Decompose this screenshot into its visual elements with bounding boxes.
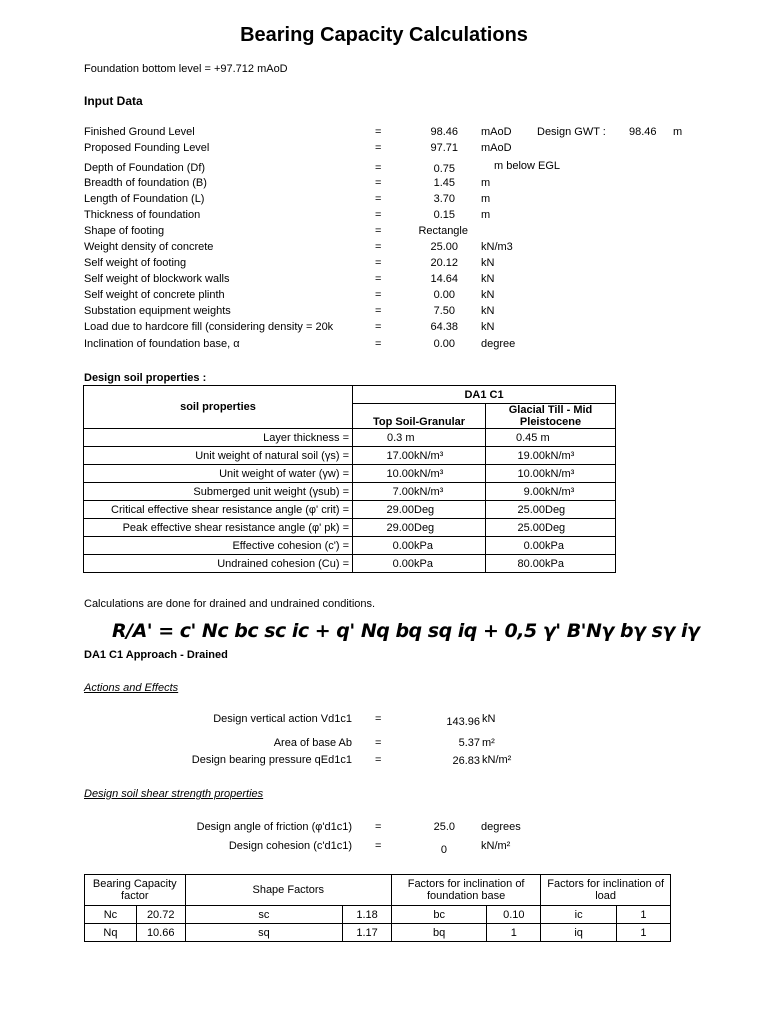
shear-value: 25.0 — [433, 821, 455, 833]
soil-row-label: Submerged unit weight (γsub) = — [84, 483, 353, 501]
soil-unit: kN/m³ — [545, 449, 575, 462]
soil-cell — [353, 483, 486, 501]
soil-cell — [353, 537, 486, 555]
input-eq: = — [375, 193, 382, 205]
soil-row-label: Layer thickness = — [84, 429, 353, 447]
bc-value: 20.72 — [136, 906, 185, 924]
table-row — [84, 537, 616, 555]
soil-value: 0.00 — [523, 539, 545, 552]
input-unit: mAoD — [481, 142, 512, 154]
design-gwt-value: 98.46 — [629, 126, 657, 138]
shear-unit: degrees — [481, 821, 521, 833]
bearing-factors-table — [84, 874, 671, 942]
soil-cell — [353, 447, 486, 465]
input-value: 25.00 — [430, 241, 458, 253]
action-label: Design vertical action Vd1c1 — [213, 713, 352, 725]
soil-value: 9.00 — [523, 485, 545, 498]
action-unit: kN/m² — [482, 754, 512, 766]
soil-cell — [353, 501, 486, 519]
input-label: Finished Ground Level — [84, 126, 195, 138]
soil-value: 25.00 — [517, 503, 545, 516]
input-unit: kN — [481, 257, 495, 269]
input-eq: = — [375, 126, 382, 138]
soil-value: 0.3 m — [387, 431, 415, 444]
approach-heading: DA1 C1 Approach - Drained — [84, 649, 228, 661]
input-unit: m below EGL — [494, 160, 561, 172]
foundation-level: Foundation bottom level = +97.712 mAoD — [84, 63, 288, 75]
input-eq: = — [375, 177, 382, 189]
input-eq: = — [375, 209, 382, 221]
base-symbol: bq — [391, 924, 486, 942]
input-value: Rectangle — [418, 225, 468, 237]
soil-cell — [353, 465, 486, 483]
soil-cell — [486, 555, 616, 573]
input-eq: = — [375, 225, 382, 237]
soil-unit: Deg — [545, 503, 566, 516]
shear-label: Design cohesion (c'd1c1) — [228, 840, 352, 852]
bc-header-base: Factors for inclination of foundation base — [391, 875, 540, 906]
input-value: 0.15 — [433, 209, 455, 221]
load-symbol: iq — [541, 924, 617, 942]
input-unit: m — [481, 177, 491, 189]
input-eq: = — [375, 273, 382, 285]
action-unit: kN — [482, 713, 496, 725]
input-label: Substation equipment weights — [84, 305, 231, 317]
soil-unit: kN/m³ — [414, 449, 444, 462]
input-value: 14.64 — [430, 273, 458, 285]
input-unit: m — [481, 209, 491, 221]
soil-unit: kPa — [545, 557, 564, 570]
soil-value: 25.00 — [517, 521, 545, 534]
table-row — [85, 906, 671, 924]
soil-unit: kN/m³ — [414, 467, 444, 480]
soil-row-label: Unit weight of natural soil (γs) = — [84, 447, 353, 465]
soil-unit: Deg — [545, 521, 566, 534]
bc-symbol: Nc — [85, 906, 137, 924]
input-label: Self weight of blockwork walls — [84, 273, 230, 285]
input-value: 0.00 — [433, 338, 455, 350]
soil-value: 10.00 — [517, 467, 545, 480]
input-heading: Input Data — [84, 94, 143, 108]
soil-cell — [486, 537, 616, 555]
action-value: 26.83 — [452, 755, 480, 767]
soil-value: 10.00 — [386, 467, 414, 480]
input-label: Breadth of foundation (B) — [84, 177, 207, 189]
soil-value: 0.00 — [392, 557, 414, 570]
input-label: Shape of footing — [84, 225, 165, 237]
table-row — [85, 924, 671, 942]
soil-unit: kN/m³ — [545, 485, 575, 498]
soil-unit: kN/m³ — [545, 467, 575, 480]
soil-unit: kPa — [545, 539, 564, 552]
input-value: 97.71 — [430, 142, 458, 154]
action-unit: m² — [482, 737, 495, 749]
base-value: 0.10 — [487, 906, 541, 924]
calc-note: Calculations are done for drained and undrained conditions. — [84, 598, 376, 610]
soil-cell — [486, 447, 616, 465]
input-label: Load due to hardcore fill (considering density = 20k — [84, 321, 334, 333]
input-unit: kN — [481, 289, 495, 301]
soil-cell — [353, 555, 486, 573]
shear-eq: = — [375, 840, 382, 852]
input-unit: kN/m3 — [481, 241, 513, 253]
bc-header-shape: Shape Factors — [185, 875, 391, 906]
bc-header-factor: Bearing Capacity factor — [85, 875, 186, 906]
input-eq: = — [375, 162, 382, 174]
shape-symbol: sq — [185, 924, 343, 942]
soil-properties-table — [83, 385, 616, 573]
soil-value: 0.45 m — [516, 431, 550, 444]
load-symbol: ic — [541, 906, 617, 924]
soil-group-header: DA1 C1 — [353, 386, 616, 404]
input-value: 7.50 — [433, 305, 455, 317]
base-symbol: bc — [391, 906, 486, 924]
soil-unit: kN/m³ — [414, 485, 444, 498]
input-label: Weight density of concrete — [84, 241, 214, 253]
shear-heading: Design soil shear strength properties — [84, 788, 264, 800]
load-value: 1 — [616, 924, 670, 942]
soil-col2-header: Glacial Till - Mid Pleistocene — [486, 404, 616, 429]
soil-row-label: Undrained cohesion (Cu) = — [84, 555, 353, 573]
soil-cell — [486, 429, 616, 447]
input-unit: degree — [481, 338, 516, 350]
base-value: 1 — [487, 924, 541, 942]
shear-eq: = — [375, 821, 382, 833]
soil-cell — [486, 519, 616, 537]
shear-unit: kN/m² — [481, 840, 511, 852]
shear-label: Design angle of friction (φ'd1c1) — [196, 821, 352, 833]
table-row — [84, 447, 616, 465]
bearing-formula: R/A' = c' Nc bc sc ic + q' Nq bq sq iq + 0,5 γ' B'Nγ bγ sγ iγ — [112, 620, 700, 642]
input-value: 1.45 — [433, 177, 455, 189]
soil-value: 80.00 — [517, 557, 545, 570]
action-value: 143.96 — [446, 716, 480, 728]
bc-value: 10.66 — [136, 924, 185, 942]
soil-cell — [486, 501, 616, 519]
soil-cell — [486, 483, 616, 501]
soil-row-label: Effective cohesion (c') = — [84, 537, 353, 555]
soil-row-label: Unit weight of water (γw) = — [84, 465, 353, 483]
input-value: 64.38 — [430, 321, 458, 333]
shape-value: 1.17 — [343, 924, 392, 942]
input-eq: = — [375, 257, 382, 269]
load-value: 1 — [616, 906, 670, 924]
action-label: Design bearing pressure qEd1c1 — [191, 754, 352, 766]
input-label: Inclination of foundation base, α — [84, 338, 240, 350]
input-value: 0.75 — [433, 163, 455, 175]
input-label: Thickness of foundation — [84, 209, 201, 221]
input-label: Self weight of footing — [84, 257, 187, 269]
input-label: Self weight of concrete plinth — [84, 289, 225, 301]
input-eq: = — [375, 305, 382, 317]
shape-symbol: sc — [185, 906, 343, 924]
input-eq: = — [375, 241, 382, 253]
action-eq: = — [375, 754, 382, 766]
soil-value: 19.00 — [517, 449, 545, 462]
input-value: 98.46 — [430, 126, 458, 138]
input-unit: kN — [481, 321, 495, 333]
soil-value: 7.00 — [392, 485, 414, 498]
input-unit: mAoD — [481, 126, 512, 138]
design-gwt-label: Design GWT : — [537, 126, 606, 138]
design-gwt-unit: m — [673, 126, 683, 138]
input-eq: = — [375, 321, 382, 333]
action-value: 5.37 — [458, 737, 480, 749]
input-eq: = — [375, 289, 382, 301]
soil-heading: Design soil properties : — [84, 372, 207, 384]
soil-unit: Deg — [414, 503, 435, 516]
soil-row-label: Peak effective shear resistance angle (φ' pk) = — [84, 519, 353, 537]
input-label: Length of Foundation (L) — [84, 193, 205, 205]
soil-value: 0.00 — [392, 539, 414, 552]
input-value: 0.00 — [433, 289, 455, 301]
soil-value: 17.00 — [386, 449, 414, 462]
table-row — [84, 465, 616, 483]
table-row — [84, 501, 616, 519]
table-row — [84, 483, 616, 501]
shear-value: 0 — [440, 844, 447, 856]
soil-prop-header: soil properties — [84, 386, 353, 429]
soil-unit: kPa — [414, 557, 433, 570]
soil-cell — [353, 429, 486, 447]
input-unit: m — [481, 193, 491, 205]
soil-cell — [486, 465, 616, 483]
table-row — [84, 429, 616, 447]
input-label: Depth of Foundation (Df) — [84, 162, 206, 174]
table-row — [84, 519, 616, 537]
action-label: Area of base Ab — [273, 737, 352, 749]
page-title: Bearing Capacity Calculations — [240, 24, 528, 46]
input-eq: = — [375, 338, 382, 350]
input-label: Proposed Founding Level — [84, 142, 210, 154]
soil-value: 29.00 — [386, 503, 414, 516]
soil-value: 29.00 — [386, 521, 414, 534]
input-unit: kN — [481, 305, 495, 317]
shape-value: 1.18 — [343, 906, 392, 924]
soil-row-label: Critical effective shear resistance angle (φ' crit) = — [84, 501, 353, 519]
actions-heading: Actions and Effects — [84, 682, 179, 694]
bc-header-load: Factors for inclination of load — [541, 875, 671, 906]
table-row — [84, 555, 616, 573]
input-unit: kN — [481, 273, 495, 285]
input-value: 20.12 — [430, 257, 458, 269]
bc-symbol: Nq — [85, 924, 137, 942]
soil-unit: Deg — [414, 521, 435, 534]
input-eq: = — [375, 142, 382, 154]
input-value: 3.70 — [433, 193, 455, 205]
soil-cell — [353, 519, 486, 537]
action-eq: = — [375, 737, 382, 749]
soil-col1-header: Top Soil-Granular — [353, 404, 486, 429]
soil-unit: kPa — [414, 539, 433, 552]
action-eq: = — [375, 713, 382, 725]
